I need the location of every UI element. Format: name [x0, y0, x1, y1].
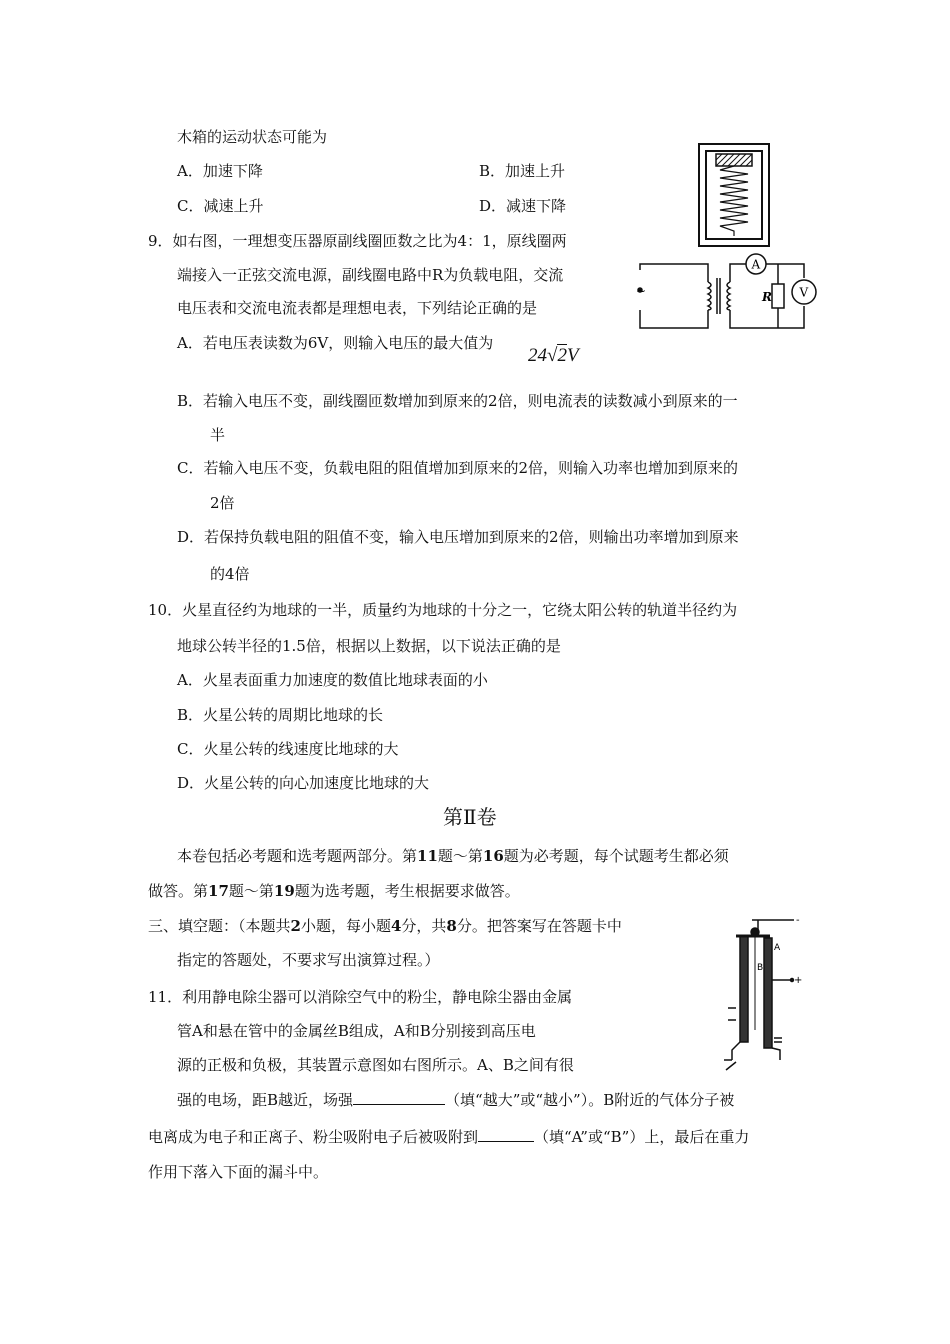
q11-text: 电离成为电子和正离子、粉尘吸附电子后被吸附到	[148, 1128, 479, 1146]
q11-text: （填“越大”或“越小”）。B附近的气体分子被	[445, 1091, 735, 1109]
q10-option-a: A．火星表面重力加速度的数值比地球表面的小	[177, 671, 488, 689]
intro-number: 11	[417, 847, 438, 865]
q9-option-d-line2: 的4倍	[210, 565, 250, 583]
section-text: 分，共	[401, 917, 447, 935]
section3-heading-line1	[148, 916, 622, 936]
intro-number: 19	[273, 882, 295, 900]
sqrt-symbol: √	[547, 345, 558, 366]
part2-title: 第Ⅱ卷	[443, 805, 497, 829]
intro-text: 题为必考题，每个试题考生都必须	[503, 847, 729, 865]
answer-blank-2[interactable]	[478, 1127, 534, 1142]
answer-blank-1[interactable]	[353, 1090, 445, 1105]
section-text: 小题，每小题	[300, 917, 391, 935]
part2-intro-line1	[177, 846, 729, 866]
section-number: 4	[390, 917, 402, 935]
part2-intro-line2	[148, 881, 520, 901]
wire-b-label: B	[757, 963, 764, 973]
q11-line1: 11．利用静电除尘器可以消除空气中的粉尘，静电除尘器由金属	[148, 988, 573, 1006]
q11-line5	[148, 1127, 749, 1147]
section3-heading-line2: 指定的答题处，不要求写出演算过程。）	[177, 951, 440, 969]
formula-radicand: 2	[557, 345, 567, 366]
q8-option-a: A．加速下降	[177, 162, 263, 180]
section-number: 8	[446, 917, 457, 935]
q10-option-b: B．火星公转的周期比地球的长	[177, 706, 384, 724]
section-text: 分。把答案写在答题卡中	[456, 917, 622, 935]
q9-option-a: A．若电压表读数为6V，则输入电压的最大值为	[177, 334, 494, 352]
q10-option-c: C．火星公转的线速度比地球的大	[177, 740, 399, 758]
plus-terminal-label: +	[794, 975, 803, 986]
q9-line1: 9．如右图，一理想变压器原副线圈匝数之比为4：1，原线圈两	[148, 232, 567, 250]
intro-text: 题～第	[437, 847, 483, 865]
q11-text: （填“A”或“B”）上，最后在重力	[534, 1128, 750, 1146]
q9-option-b-line2: 半	[210, 426, 226, 444]
transformer-circuit-figure	[628, 248, 824, 334]
q10-line1: 10．火星直径约为地球的一半，质量约为地球的十分之一，它绕太阳公转的轨道半径约为	[148, 601, 738, 619]
section-text: 三、填空题：（本题共	[148, 917, 291, 935]
q8-stem-tail: 木箱的运动状态可能为	[177, 128, 328, 146]
precipitator-figure	[722, 910, 814, 1074]
ammeter-label: A	[751, 257, 761, 272]
q9-line3: 电压表和交流电流表都是理想电表，下列结论正确的是	[177, 299, 538, 317]
q11-line4	[177, 1090, 734, 1110]
pipe-a-label: A	[774, 943, 781, 953]
q9-option-b-line1: B．若输入电压不变，副线圈匝数增加到原来的2倍，则电流表的读数减小到原来的一	[177, 392, 738, 410]
q8-option-d: D．减速下降	[479, 197, 567, 215]
intro-text: 本卷包括必考题和选考题两部分。第	[177, 847, 418, 865]
resistor-label: R	[762, 290, 772, 304]
q8-option-c: C．减速上升	[177, 197, 264, 215]
ac-source-label: ~	[636, 284, 647, 298]
q9-formula	[528, 344, 579, 368]
box-spring-figure	[698, 143, 770, 247]
q9-option-d-line1: D．若保持负载电阻的阻值不变，输入电压增加到原来的2倍，则输出功率增加到原来	[177, 528, 739, 546]
q11-text: 强的电场，距B越近，场强	[177, 1091, 354, 1109]
voltmeter-label: V	[799, 285, 809, 300]
intro-text: 做答。第	[148, 882, 209, 900]
q9-option-c-line2: 2倍	[210, 494, 235, 512]
formula-unit: V	[566, 345, 579, 366]
q11-line6: 作用下落入下面的漏斗中。	[148, 1163, 329, 1181]
q10-option-d: D．火星公转的向心加速度比地球的大	[177, 774, 430, 792]
q11-line3: 源的正极和负极，其装置示意图如右图所示。A、B之间有很	[177, 1056, 574, 1074]
q9-line2: 端接入一正弦交流电源，副线圈电路中R为负载电阻，交流	[177, 266, 564, 284]
formula-prefix: 24	[528, 345, 547, 366]
q9-option-c-line1: C．若输入电压不变，负载电阻的阻值增加到原来的2倍，则输入功率也增加到原来的	[177, 459, 739, 477]
q10-line2: 地球公转半径的1.5倍，根据以上数据，以下说法正确的是	[177, 637, 561, 655]
q11-line2: 管A和悬在管中的金属丝B组成，A和B分别接到高压电	[177, 1022, 536, 1040]
intro-text: 题～第	[228, 882, 274, 900]
q8-option-b: B．加速上升	[479, 162, 566, 180]
minus-terminal-label: -	[796, 915, 800, 926]
section-number: 2	[290, 917, 301, 935]
intro-number: 16	[482, 847, 504, 865]
intro-text: 题为选考题，考生根据要求做答。	[294, 882, 520, 900]
intro-number: 17	[208, 882, 229, 900]
